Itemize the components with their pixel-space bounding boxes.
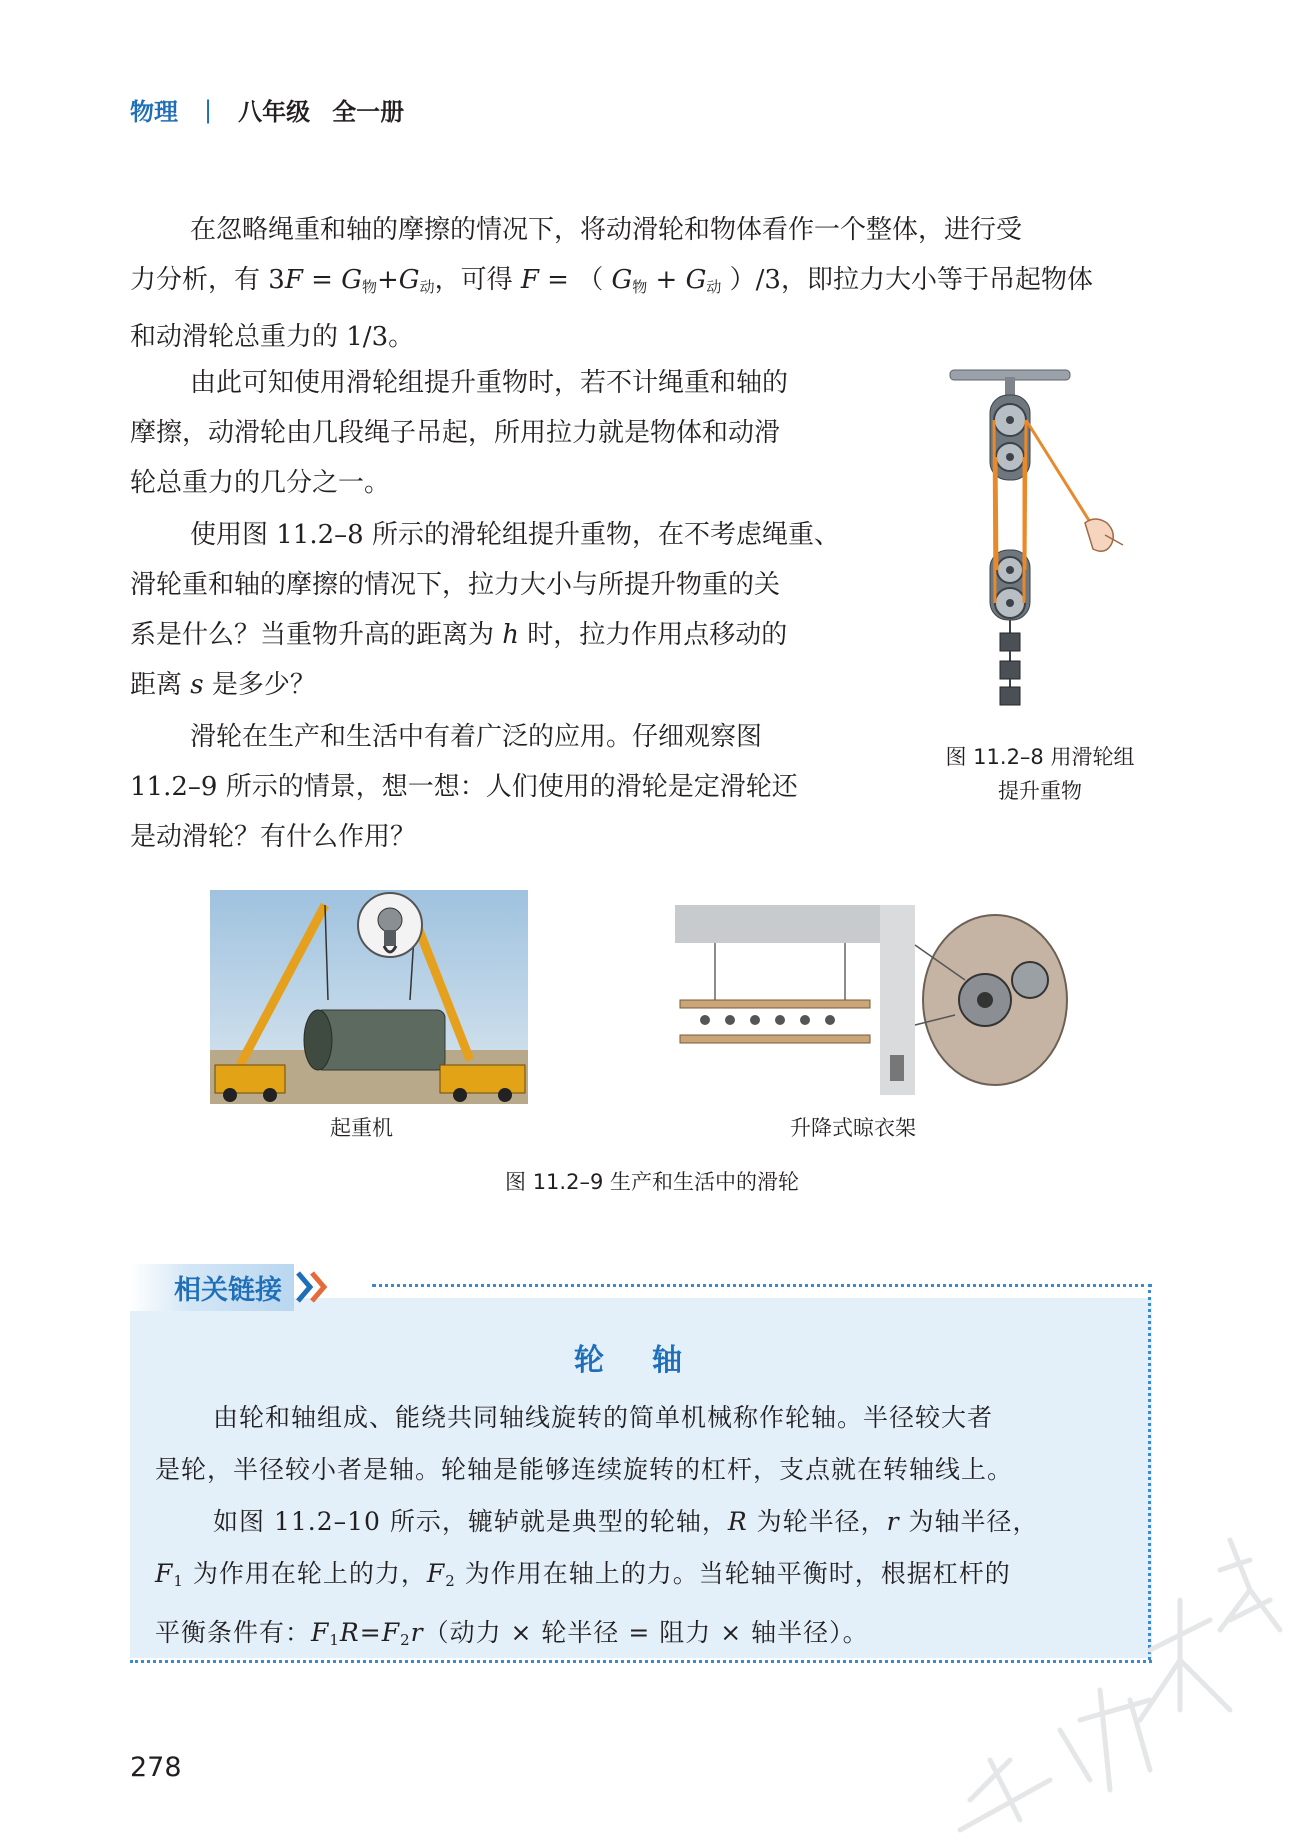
link-text: 为轮半径，: [747, 1507, 887, 1536]
subscript: 1: [173, 1572, 184, 1590]
header-separator: |: [204, 95, 213, 124]
p1-text: +: [647, 265, 686, 295]
paragraph-2: [130, 358, 910, 508]
running-header: [130, 92, 404, 127]
var-R: R: [727, 1507, 748, 1536]
p2-line-2: 摩擦，动滑轮由几段绳子吊起，所用拉力就是物体和动滑: [130, 418, 781, 448]
p1-text: = （: [538, 265, 612, 295]
wheel-axle-title: 轮轴: [574, 1343, 730, 1378]
p3-text: 时，拉力作用点移动的: [519, 620, 788, 650]
var-G: G: [341, 265, 362, 295]
wheel-axle-paragraph-1: [155, 1392, 1125, 1496]
link-line-1: 由轮和轴组成、能绕共同轴线旋转的简单机械称作轮轴。半径较大者: [213, 1403, 994, 1432]
var-F: F: [520, 265, 539, 295]
related-link-tab-label: 相关链接: [130, 1264, 294, 1311]
p1-line-3: 和动滑轮总重力的 1/3。: [130, 322, 415, 352]
var-G: G: [685, 265, 707, 295]
publisher-watermark: [930, 1500, 1290, 1840]
crane-photo: [210, 890, 528, 1104]
crane-label: 起重机: [330, 1116, 393, 1140]
p1-text: +: [376, 265, 399, 295]
p4-line-1: 滑轮在生产和生活中有着广泛的应用。仔细观察图: [190, 722, 763, 752]
paragraph-3: [130, 510, 910, 710]
var-F1: F: [155, 1559, 174, 1588]
subscript: 1: [329, 1631, 340, 1649]
link-text: 为轴半径，: [899, 1507, 1039, 1536]
var-F: F: [284, 265, 303, 295]
paragraph-1: [130, 205, 1170, 362]
var-r: r: [886, 1507, 900, 1536]
link-text: 如图 11.2–10 所示，辘轳就是典型的轮轴，: [213, 1507, 728, 1536]
grade-label: 八年级: [238, 98, 311, 126]
subscript: 动: [419, 278, 435, 296]
var-s: s: [190, 670, 204, 700]
figure-8-caption: [920, 740, 1160, 808]
figure-9-caption: 图 11.2–9 生产和生活中的滑轮: [505, 1170, 799, 1194]
var-G: G: [611, 265, 633, 295]
pulley-system-illustration: [945, 365, 1125, 715]
var-R: R: [339, 1618, 360, 1647]
p1-line-1: 在忽略绳重和轴的摩擦的情况下，将动滑轮和物体看作一个整体，进行受: [190, 215, 1023, 245]
page-number: 278: [130, 1752, 182, 1783]
p1-text: 力分析，有 3: [130, 265, 285, 295]
var-G: G: [398, 265, 420, 295]
related-link-tab: [130, 1262, 334, 1312]
p3-line-2: 滑轮重和轴的摩擦的情况下，拉力大小与所提升物重的关: [130, 570, 781, 600]
clothes-rack-label: 升降式晾衣架: [790, 1116, 916, 1140]
p1-text: ，可得: [434, 265, 521, 295]
var-r: r: [410, 1618, 424, 1647]
p1-text: ）/3，即拉力大小等于吊起物体: [721, 265, 1093, 295]
dotted-border-top: [372, 1284, 1152, 1287]
subject-label: 物理: [130, 98, 178, 126]
link-text: 为作用在轴上的力。当轮轴平衡时，根据杠杆的: [455, 1559, 1011, 1588]
p3-text: 距离: [130, 670, 191, 700]
p2-line-1: 由此可知使用滑轮组提升重物时，若不计绳重和轴的: [190, 368, 789, 398]
p4-line-2: 11.2–9 所示的情景，想一想：人们使用的滑轮是定滑轮还: [130, 772, 798, 802]
chevron-arrows-icon: [294, 1267, 334, 1307]
link-text: （动力 × 轮半径 = 阻力 × 轴半径）。: [423, 1618, 869, 1647]
figure-8-caption-line-2: 提升重物: [998, 779, 1082, 803]
paragraph-4: [130, 712, 910, 862]
subscript: 2: [400, 1631, 411, 1649]
p3-text: 是多少？: [203, 670, 316, 700]
clothes-rack-illustration: [675, 905, 1070, 1105]
subscript: 2: [445, 1572, 456, 1590]
link-line-2: 是轮，半径较小者是轴。轮轴是能够连续旋转的杠杆，支点就在转轴线上。: [155, 1455, 1014, 1484]
p1-text: =: [302, 265, 342, 295]
p3-line-1: 使用图 11.2–8 所示的滑轮组提升重物，在不考虑绳重、: [190, 520, 840, 550]
figure-8-caption-line-1: 图 11.2–8 用滑轮组: [945, 745, 1135, 769]
volume-label: 全一册: [332, 98, 405, 126]
link-text: 为作用在轮上的力，: [183, 1559, 427, 1588]
var-F2: F: [426, 1559, 446, 1588]
p4-line-3: 是动滑轮？有什么作用？: [130, 822, 417, 852]
subscript: 物: [361, 278, 377, 296]
link-text: =: [359, 1618, 382, 1647]
var-F2: F: [381, 1618, 401, 1647]
p3-text: 系是什么？当重物升高的距离为: [130, 620, 503, 650]
var-F1: F: [311, 1618, 330, 1647]
p2-line-3: 轮总重力的几分之一。: [130, 468, 391, 498]
subscript: 动: [706, 278, 722, 296]
link-text: 平衡条件有：: [155, 1618, 312, 1647]
var-h: h: [502, 620, 520, 650]
subscript: 物: [632, 278, 648, 296]
